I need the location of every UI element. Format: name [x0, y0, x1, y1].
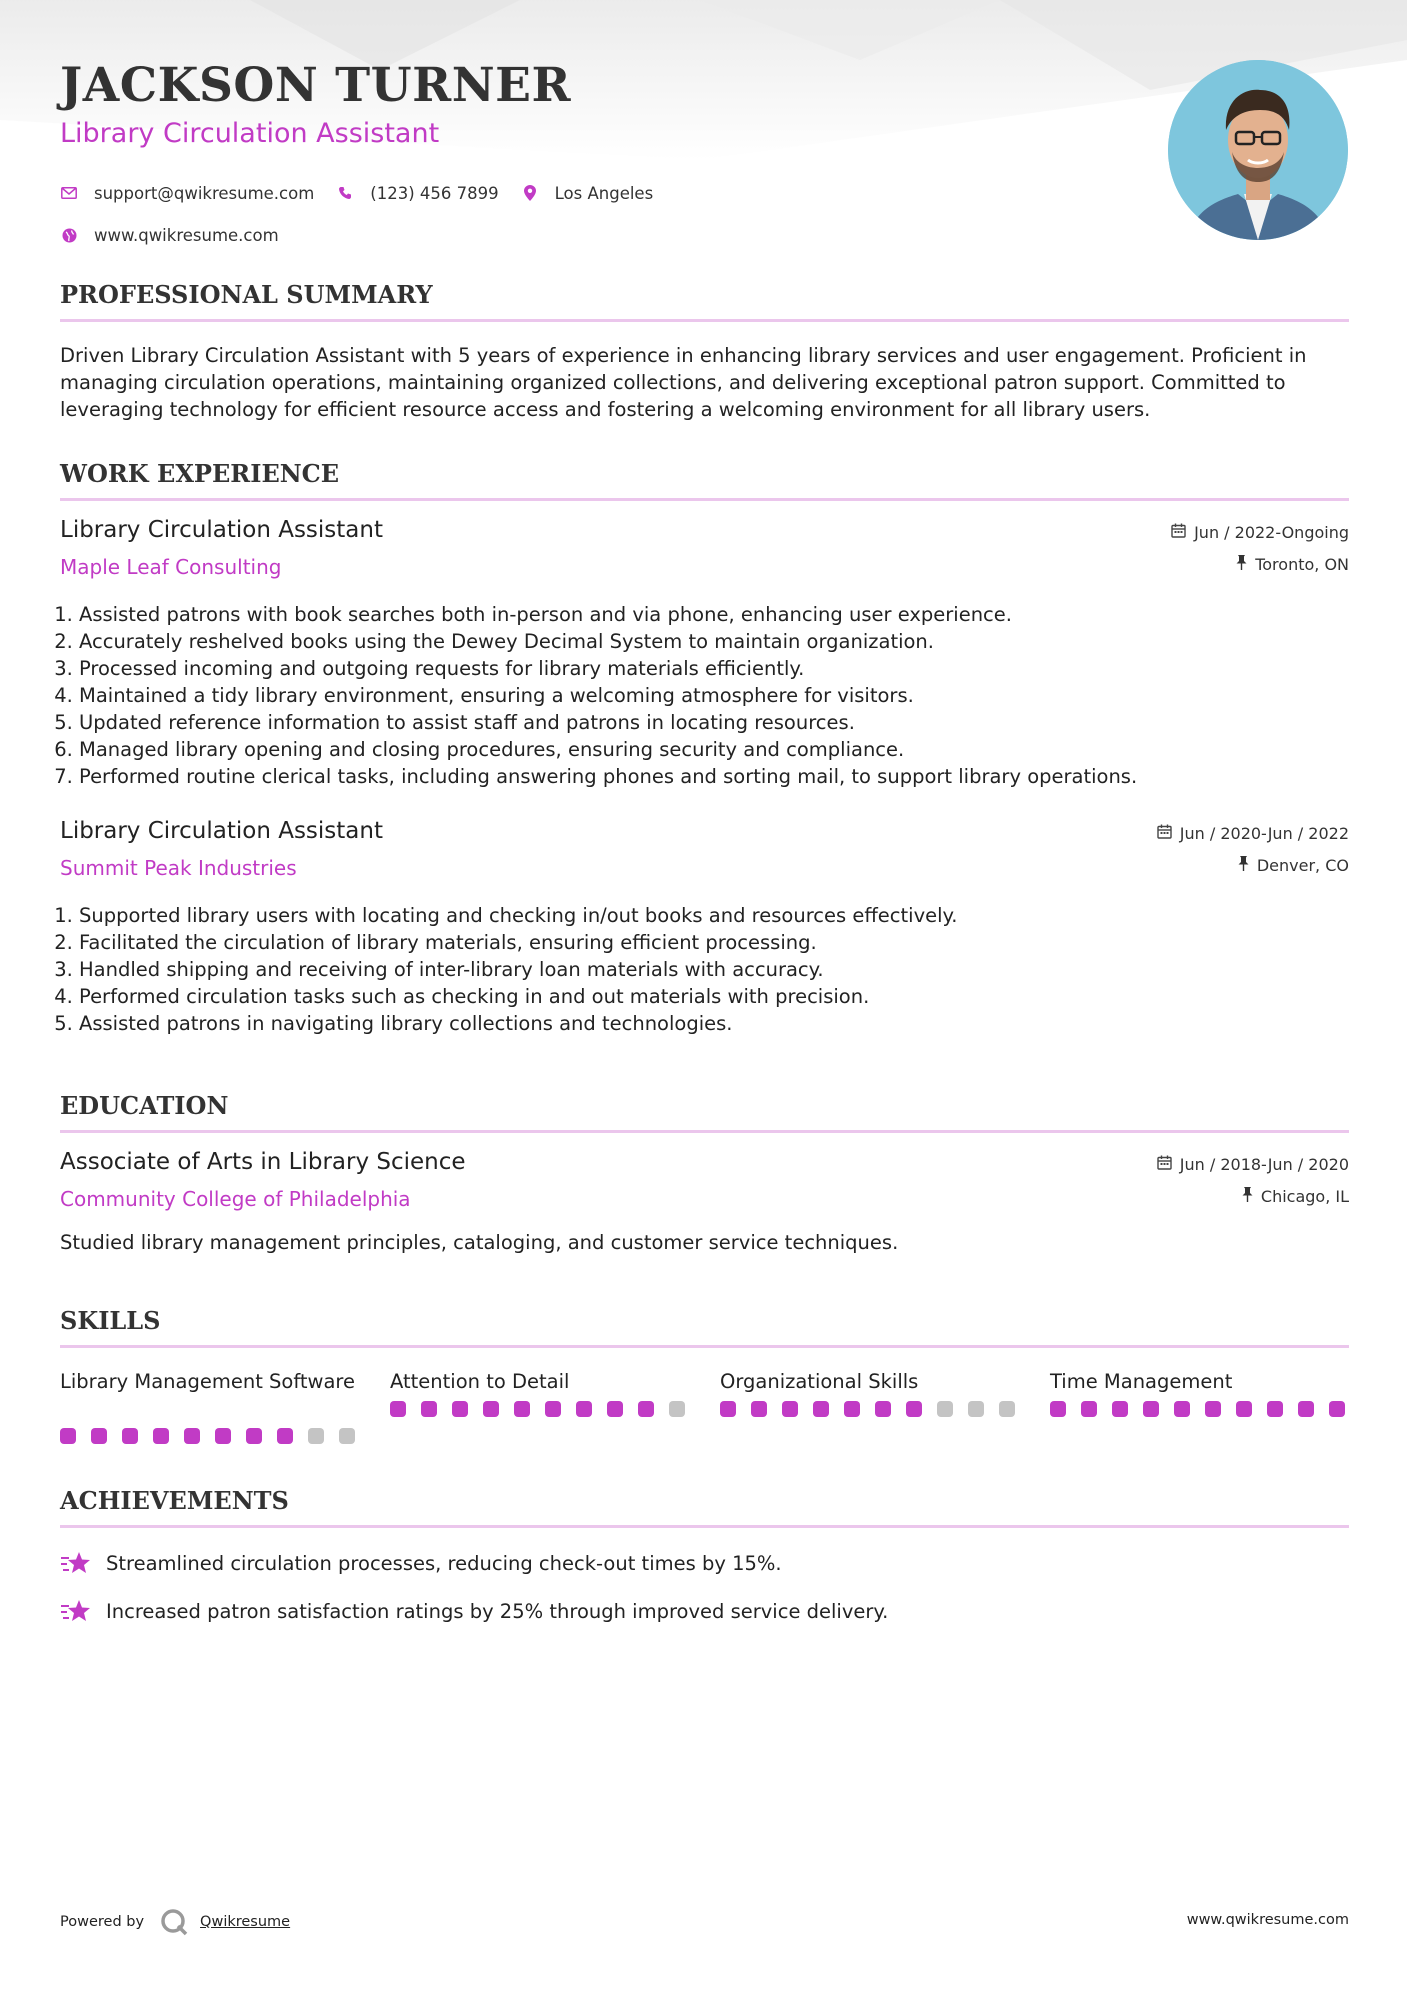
rating-dot-filled: [875, 1401, 891, 1417]
section-title-summary: PROFESSIONAL SUMMARY: [60, 280, 1349, 322]
pushpin-icon: [1238, 856, 1249, 875]
rating-dot-filled: [1205, 1401, 1221, 1417]
skill-item: [390, 1368, 720, 1444]
list-item: 1. Assisted patrons with book searches both in-person and via phone, enhancing user experience.: [79, 601, 1349, 628]
footer-website[interactable]: www.qwikresume.com: [1186, 1912, 1349, 1928]
skill-name: Attention to Detail: [390, 1370, 570, 1393]
achievement-item: [60, 1598, 1349, 1624]
rating-dot-filled: [844, 1401, 860, 1417]
school-name: Community College of Philadelphia: [60, 1187, 411, 1211]
rating-dot-filled: [215, 1428, 231, 1444]
rating-dot-filled: [1329, 1401, 1345, 1417]
skill-rating: [390, 1401, 720, 1417]
pushpin-icon: [1242, 1187, 1253, 1206]
education-section: [60, 1091, 1349, 1254]
contact-location: Los Angeles: [554, 183, 654, 203]
job-duties: [60, 601, 1349, 790]
rating-dot-filled: [390, 1401, 406, 1417]
contact-phone[interactable]: (123) 456 7899: [370, 183, 499, 203]
rating-dot-filled: [1174, 1401, 1190, 1417]
rating-dot-empty: [669, 1401, 685, 1417]
section-title-achievements: ACHIEVEMENTS: [60, 1486, 1349, 1528]
list-item: 5. Updated reference information to assist staff and patrons in locating resources.: [79, 709, 1349, 736]
star-badge-icon: [60, 1598, 92, 1624]
rating-dot-empty: [339, 1428, 355, 1444]
rating-dot-filled: [1081, 1401, 1097, 1417]
rating-dot-filled: [545, 1401, 561, 1417]
skill-name: Organizational Skills: [720, 1370, 919, 1393]
rating-dot-filled: [1267, 1401, 1283, 1417]
summary-text: Driven Library Circulation Assistant with 5 years of experience in enhancing library services and user engagement. Proficient in managing circulation operations, maintaining organized collections, and delivering exceptional patron support. Committed to leveraging technology for efficient resource access and fostering a welcoming environment for all library users.: [60, 344, 1307, 421]
skill-name: Library Management Software: [60, 1370, 355, 1393]
rating-dot-filled: [60, 1428, 76, 1444]
rating-dot-filled: [421, 1401, 437, 1417]
rating-dot-filled: [1236, 1401, 1252, 1417]
globe-icon: [60, 226, 78, 244]
candidate-title: Library Circulation Assistant: [60, 118, 440, 149]
job-date: Jun / 2020-Jun / 2022: [1179, 824, 1349, 843]
achievements-section: [60, 1486, 1349, 1624]
achievement-item: [60, 1550, 1349, 1576]
rating-dot-filled: [514, 1401, 530, 1417]
profile-photo: [1168, 60, 1348, 240]
job-company: Maple Leaf Consulting: [60, 555, 282, 579]
education-location: Chicago, IL: [1260, 1187, 1349, 1206]
rating-dot-filled: [153, 1428, 169, 1444]
skill-item: [720, 1368, 1050, 1444]
job-title: Library Circulation Assistant: [60, 818, 383, 844]
skill-rating: [720, 1401, 1050, 1417]
powered-by-label: Powered by: [60, 1914, 145, 1930]
rating-dot-filled: [906, 1401, 922, 1417]
education-entry: [60, 1149, 1349, 1254]
achievement-text: Streamlined circulation processes, reducing check-out times by 15%.: [106, 1551, 782, 1575]
job-entry: [60, 818, 1349, 1037]
calendar-icon: [1157, 1155, 1172, 1174]
rating-dot-empty: [308, 1428, 324, 1444]
education-description: Studied library management principles, cataloging, and customer service techniques.: [60, 1231, 899, 1254]
skill-item: [1050, 1368, 1349, 1444]
list-item: 2. Accurately reshelved books using the Dewey Decimal System to maintain organization.: [79, 628, 1349, 655]
job-location: Toronto, ON: [1255, 555, 1349, 574]
rating-dot-filled: [91, 1428, 107, 1444]
rating-dot-filled: [1112, 1401, 1128, 1417]
achievement-text: Increased patron satisfaction ratings by 25% through improved service delivery.: [106, 1599, 889, 1623]
list-item: 4. Performed circulation tasks such as checking in and out materials with precision.: [79, 983, 1349, 1010]
professional-summary-section: [60, 280, 1349, 423]
education-date: Jun / 2018-Jun / 2020: [1179, 1155, 1349, 1174]
job-entry: [60, 517, 1349, 790]
degree-title: Associate of Arts in Library Science: [60, 1149, 466, 1175]
rating-dot-filled: [607, 1401, 623, 1417]
star-badge-icon: [60, 1550, 92, 1576]
job-company: Summit Peak Industries: [60, 856, 297, 880]
list-item: 1. Supported library users with locating and checking in/out books and resources effectively.: [79, 902, 1349, 929]
rating-dot-filled: [638, 1401, 654, 1417]
email-icon: [60, 184, 78, 202]
rating-dot-filled: [751, 1401, 767, 1417]
phone-icon: [336, 184, 354, 202]
rating-dot-filled: [184, 1428, 200, 1444]
calendar-icon: [1171, 523, 1186, 542]
rating-dot-filled: [277, 1428, 293, 1444]
list-item: 6. Managed library opening and closing procedures, ensuring security and compliance.: [79, 736, 1349, 763]
contact-info: [60, 172, 675, 256]
qwikresume-link[interactable]: Qwikresume: [200, 1914, 291, 1930]
section-title-experience: WORK EXPERIENCE: [60, 459, 1349, 501]
rating-dot-filled: [1050, 1401, 1066, 1417]
list-item: 5. Assisted patrons in navigating library collections and technologies.: [79, 1010, 1349, 1037]
rating-dot-filled: [122, 1428, 138, 1444]
job-duties: [60, 902, 1349, 1037]
job-title: Library Circulation Assistant: [60, 517, 383, 543]
rating-dot-filled: [452, 1401, 468, 1417]
list-item: 3. Processed incoming and outgoing requests for library materials efficiently.: [79, 655, 1349, 682]
candidate-name: JACKSON TURNER: [60, 58, 572, 113]
skill-rating: [1050, 1401, 1349, 1417]
rating-dot-filled: [1298, 1401, 1314, 1417]
list-item: 3. Handled shipping and receiving of inter-library loan materials with accuracy.: [79, 956, 1349, 983]
section-title-skills: SKILLS: [60, 1306, 1349, 1348]
rating-dot-filled: [246, 1428, 262, 1444]
skill-name: Time Management: [1050, 1370, 1233, 1393]
rating-dot-empty: [999, 1401, 1015, 1417]
skills-section: [60, 1306, 1349, 1444]
contact-email[interactable]: support@qwikresume.com: [94, 183, 315, 203]
rating-dot-empty: [937, 1401, 953, 1417]
job-location: Denver, CO: [1256, 856, 1349, 875]
skill-rating: [60, 1428, 390, 1444]
rating-dot-filled: [782, 1401, 798, 1417]
resume-header: [60, 0, 1349, 262]
job-date: Jun / 2022-Ongoing: [1194, 523, 1349, 542]
list-item: 4. Maintained a tidy library environment, ensuring a welcoming atmosphere for visitors.: [79, 682, 1349, 709]
list-item: 7. Performed routine clerical tasks, including answering phones and sorting mail, to support library operations.: [79, 763, 1349, 790]
location-pin-icon: [521, 184, 539, 202]
rating-dot-filled: [813, 1401, 829, 1417]
rating-dot-filled: [720, 1401, 736, 1417]
rating-dot-filled: [1143, 1401, 1159, 1417]
list-item: 2. Facilitated the circulation of library materials, ensuring efficient processing.: [79, 929, 1349, 956]
page-footer: [60, 1898, 1349, 1938]
work-experience-section: [60, 459, 1349, 1037]
qwikresume-logo-icon: [160, 1908, 188, 1936]
section-title-education: EDUCATION: [60, 1091, 1349, 1133]
rating-dot-empty: [968, 1401, 984, 1417]
rating-dot-filled: [576, 1401, 592, 1417]
pushpin-icon: [1236, 555, 1247, 574]
skill-item: [60, 1368, 390, 1444]
calendar-icon: [1157, 824, 1172, 843]
rating-dot-filled: [483, 1401, 499, 1417]
contact-website[interactable]: www.qwikresume.com: [94, 225, 279, 245]
